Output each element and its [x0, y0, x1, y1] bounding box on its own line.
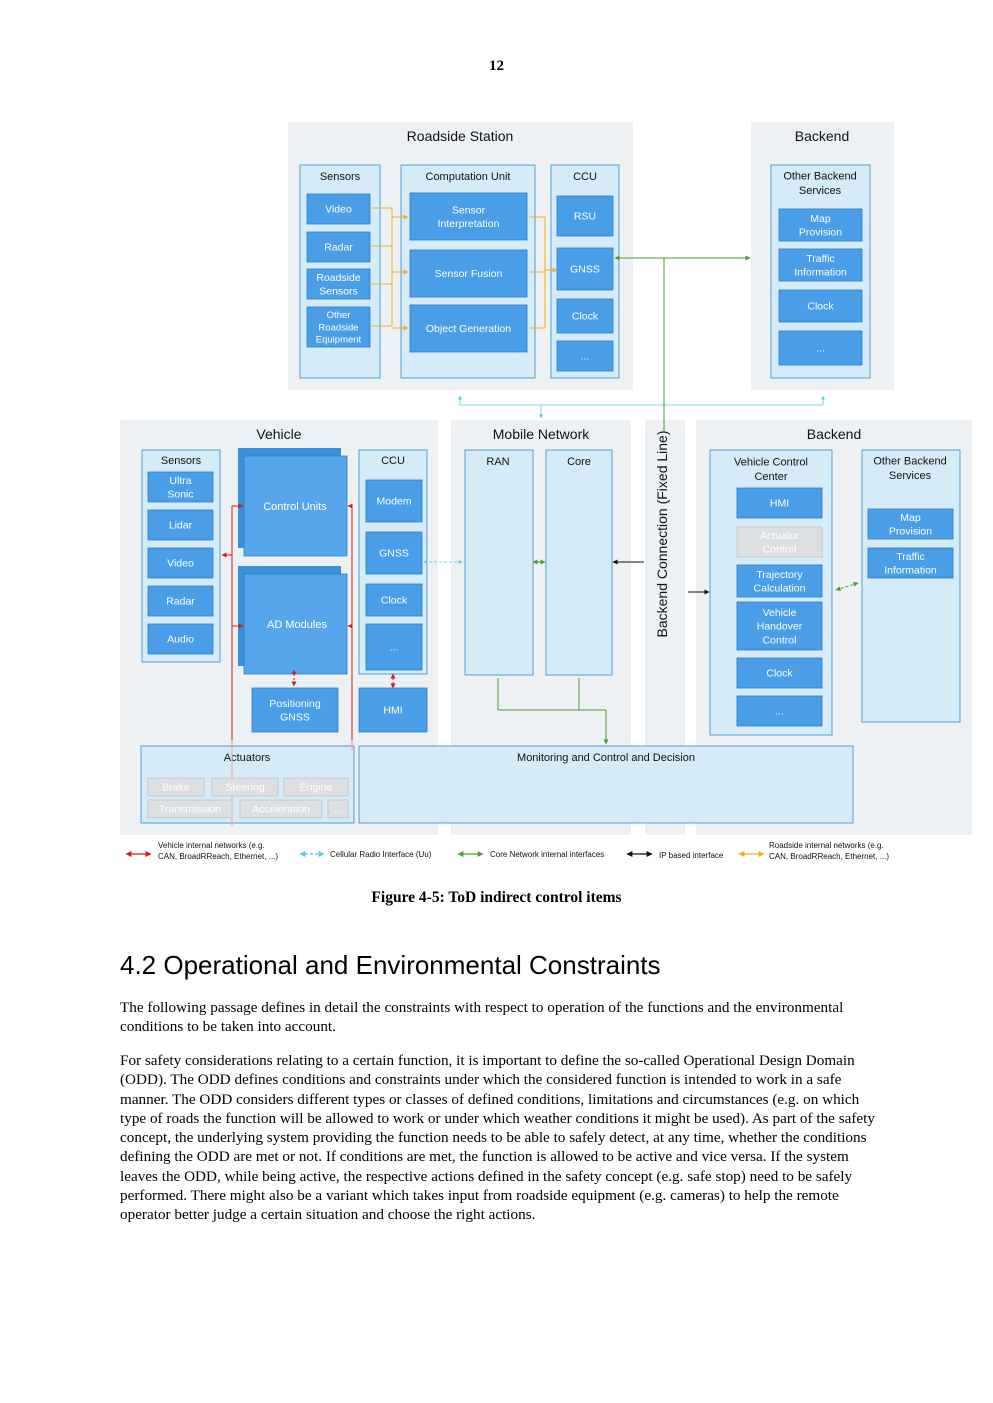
page-number: 12: [489, 58, 504, 74]
vehicle-ccu-title: CCU: [381, 455, 405, 467]
vehicle-sensor-radar-label: Radar: [166, 595, 195, 608]
roadside-station-title: Roadside Station: [406, 128, 514, 144]
paragraph-intro: The following passage defines in detail the constraints with respect to operation of the functions and the environmental conditions to be taken into account.: [120, 999, 844, 1036]
backend-top-traffic-information-label: Traffic Information: [794, 252, 847, 279]
backend-top-title: Backend: [794, 128, 850, 144]
backend-bottom-traffic-information-label: Traffic Information: [884, 550, 937, 577]
roadside-ccu-more-label: ...: [580, 350, 590, 363]
vehicle-sensors-title: Sensors: [160, 455, 202, 467]
computation-object-generation-label: Object Generation: [425, 323, 512, 336]
computation-sensor-interpretation: [410, 193, 527, 240]
actuator-engine-label: Engine: [299, 781, 333, 794]
actuator-more-label: ...: [333, 803, 343, 816]
core-box: [546, 450, 612, 675]
core-label: Core: [567, 456, 591, 468]
actuator-steering-label: Steering: [225, 781, 265, 794]
computation-sensor-fusion-label: Sensor Fusion: [434, 268, 503, 281]
roadside-ccu-gnss-label: GNSS: [570, 263, 600, 276]
vcc-more-label: ...: [775, 705, 784, 718]
backend-bottom-services-title: Other Backend Services: [873, 455, 947, 482]
ad-modules-label: AD Modules: [267, 618, 327, 631]
roadside-sensor-radar-label: Radar: [324, 241, 353, 254]
roadside-ccu-rsu-label: RSU: [573, 210, 597, 223]
vcc-trajectory-calculation-label: Trajectory Calculation: [753, 568, 806, 595]
roadside-sensor-roadside-sensors-label: Roadside Sensors: [316, 271, 361, 298]
control-units-label: Control Units: [263, 500, 327, 513]
mobile-network-title: Mobile Network: [492, 426, 590, 442]
computation-unit-title: Computation Unit: [425, 171, 511, 183]
section-heading: 4.2 Operational and Environmental Constraints: [120, 950, 661, 980]
backend-connection-label: Backend Connection (Fixed Line): [654, 430, 670, 638]
vcc-vehicle-handover-control-label: Vehicle Handover Control: [756, 607, 803, 647]
computation-sensor-interpretation-label: Sensor Interpretation: [437, 204, 500, 230]
backend-top-services-title: Other Backend Services: [783, 170, 857, 197]
backend-top-clock-label: Clock: [807, 300, 834, 313]
legend-label-4: Roadside internal networks (e.g. CAN, BroadRReach, Ethernet, ...): [769, 841, 890, 861]
monitoring-label: Monitoring and Control and Decision: [517, 752, 695, 764]
roadside-ccu-title: CCU: [573, 171, 597, 183]
actuator-transmission-label: Transmission: [158, 803, 222, 816]
actuators-title: Actuators: [223, 752, 271, 764]
backend-bottom-map-provision-label: Map Provision: [888, 511, 933, 538]
positioning-gnss-label: Positioning GNSS: [269, 697, 321, 724]
vehicle-hmi-label: HMI: [383, 704, 403, 717]
roadside-sensor-other-roadside-equipment-label: Other Roadside Equipment: [315, 310, 362, 346]
legend-label-2: Core Network internal interfaces: [490, 850, 605, 859]
vehicle-sensor-video-label: Video: [167, 557, 194, 570]
vcc-hmi-label: HMI: [769, 497, 790, 510]
actuator-acceleration-label: Acceleration: [252, 803, 310, 816]
roadside-sensor-video-label: Video: [325, 203, 352, 216]
vehicle-sensor-ultra-sonic-label: Ultra Sonic: [167, 474, 194, 501]
ran-label: RAN: [486, 456, 510, 468]
legend-label-0: Vehicle internal networks (e.g. CAN, BroadRReach, Ethernet, ...): [158, 841, 279, 861]
vehicle-control-center-title: Vehicle Control Center: [734, 456, 808, 483]
legend-label-1: Cellular Radio Interface (Uu): [330, 850, 432, 859]
backend-bottom-title: Backend: [806, 426, 862, 442]
vehicle-title: Vehicle: [256, 426, 302, 442]
legend-label-3: IP based interface: [659, 851, 724, 860]
vehicle-ccu-clock-label: Clock: [380, 594, 408, 607]
paragraph-odd: For safety considerations relating to a certain function, it is important to define the so-called Operational Design Domain (ODD). The ODD defines conditions and constraints under which the considered function is intended to work in a safe manner. The ODD considers different types or classes of defined conditions, limitations and circumstances (e.g. on which type of roads the function will be allowed to work or under which weather conditions it might be used). As part of the safety concept, the underlying system providing the function needs to be able to safely detect, at any time, whether the conditions defining the ODD are met or not. If conditions are met, the function is allowed to be active and vice versa. If the system leaves the ODD, while being active, the respective actions defined in the safety concept (e.g. safe stop) need to be safely performed. There might also be a variant which takes input from roadside equipment (e.g. cameras) to help the remote operator better judge a certain situation and choose the right actions.: [120, 1052, 875, 1224]
vcc-actuator-control-label: Actuator Control: [759, 529, 800, 556]
vehicle-ccu-modem-label: Modem: [376, 495, 412, 508]
ran-box: [465, 450, 533, 675]
figure-caption: Figure 4-5: ToD indirect control items: [371, 889, 622, 906]
roadside-ccu-clock-label: Clock: [571, 310, 599, 323]
vcc-clock-label: Clock: [766, 667, 793, 680]
vehicle-ccu-more-label: ...: [389, 641, 399, 654]
actuator-brake-label: Brake: [162, 781, 190, 794]
vehicle-sensor-lidar-label: Lidar: [168, 519, 193, 532]
vehicle-ccu-gnss-label: GNSS: [379, 547, 409, 560]
positioning-gnss-box: [252, 688, 338, 732]
roadside-sensors-title: Sensors: [319, 171, 361, 183]
backend-top-map-provision-label: Map Provision: [798, 212, 843, 239]
backend-top-more-label: ...: [816, 342, 825, 355]
vehicle-sensor-audio-label: Audio: [167, 633, 194, 646]
backend-bottom-services-group: [862, 450, 960, 722]
